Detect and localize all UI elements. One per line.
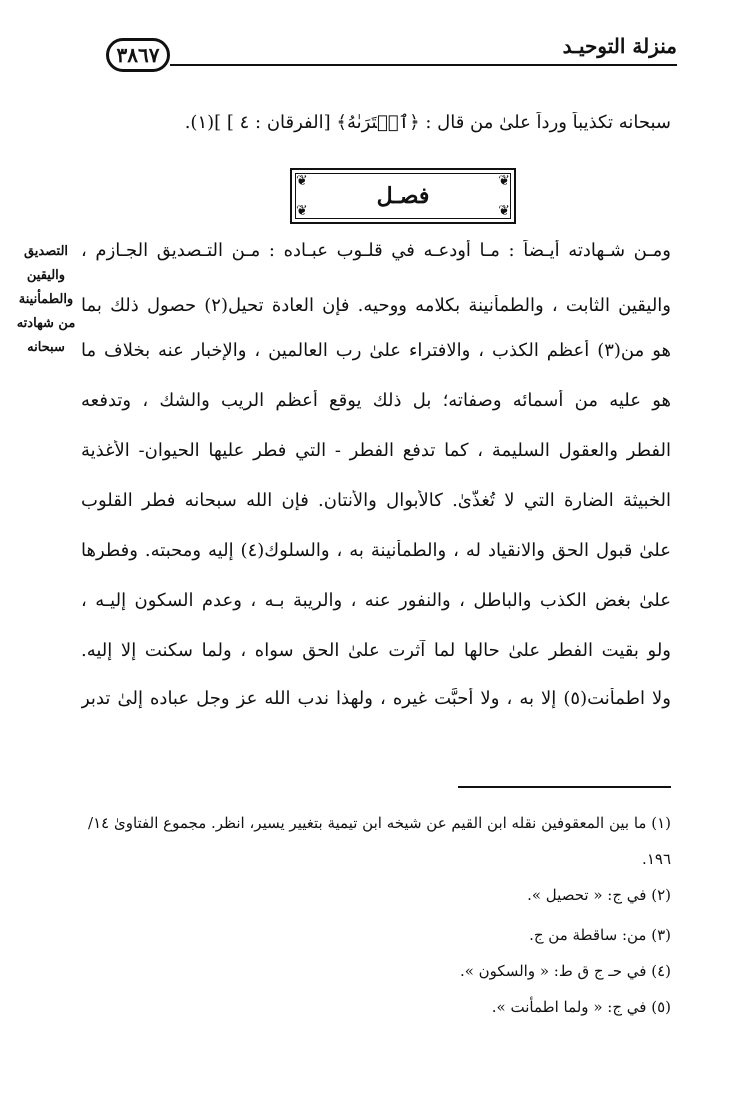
floral-corner-icon: ❦ bbox=[296, 203, 308, 219]
footnote: (٣) من: ساقطة من ج. bbox=[529, 926, 671, 944]
floral-corner-icon: ❦ bbox=[498, 173, 510, 189]
footnote: (٢) في ج: « تحصيل ». bbox=[527, 886, 671, 904]
margin-note-line: التصديق bbox=[23, 244, 69, 259]
footnote-continuation: ١٩٦. bbox=[642, 850, 671, 868]
margin-note-line: من شهادته bbox=[16, 316, 76, 331]
intro-line: سبحانه تكذيباً ورداً علىٰ من قال : ﴿ٱفۡتَرَىٰهُ﴾ [الفرقان : ٤ ] ](١). bbox=[184, 112, 671, 133]
paragraph-line: ولا اطمأنت(٥) إلا به ، ولا أحبَّت غيره ، ولهذا ندب الله عز وجل عباده إلىٰ تدبر bbox=[81, 688, 671, 709]
paragraph-line: هو عليه من أسمائه وصفاته؛ بل ذلك يوقع أعظم الريب والشك ، وتدفعه bbox=[81, 390, 671, 411]
footnote: (١) ما بين المعقوفين نقله ابن القيم عن شيخه ابن تيمية بتغيير يسير، انظر. مجموع الفتاوىٰ ١٤/ bbox=[88, 814, 671, 832]
paragraph-line: علىٰ بغض الكذب والباطل ، والنفور عنه ، والريبة بـه ، وعدم السكون إليـه ، bbox=[81, 590, 671, 611]
section-heading-box bbox=[290, 168, 516, 224]
paragraph-line: علىٰ قبول الحق والانقياد له ، والطمأنينة به ، والسلوك(٤) إليه ومحبته. وفطرها bbox=[81, 540, 671, 561]
footnote-separator bbox=[458, 786, 671, 788]
floral-corner-icon: ❦ bbox=[296, 173, 308, 189]
page-number-badge: ٣٨٦٧ bbox=[106, 38, 170, 72]
paragraph-line: ولو بقيت الفطر علىٰ حالها لما آثرت علىٰ الحق سواه ، ولما سكنت إلا إليه. bbox=[81, 640, 671, 661]
paragraph-line: الفطر والعقول السليمة ، كما تدفع الفطر - التي فطر عليها الحيوان- الأغذية bbox=[81, 440, 671, 461]
margin-note-line: والطمأنينة bbox=[18, 292, 74, 307]
floral-corner-icon: ❦ bbox=[498, 203, 510, 219]
running-header-title: منزلة التوحيـد bbox=[562, 34, 677, 58]
paragraph-line: ومـن شـهادته أيـضاً : مـا أودعـه في قلـوب عبـاده : مـن التـصديق الجـازم ، bbox=[81, 240, 671, 261]
margin-note-line: واليقين bbox=[26, 268, 66, 283]
footnote: (٥) في ج: « ولما اطمأنت ». bbox=[491, 998, 671, 1016]
paragraph-line: واليقين الثابت ، والطمأنينة بكلامه ووحيه. فإن العادة تحيل(٢) حصول ذلك بما bbox=[81, 295, 671, 316]
paragraph-line: الخبيثة الضارة التي لا تُغذّىٰ. كالأبوال والأنتان. فإن الله سبحانه فطر القلوب bbox=[81, 490, 671, 511]
section-title: فصـل bbox=[376, 183, 430, 209]
margin-note-line: سبحانه bbox=[27, 340, 65, 355]
paragraph-line: هو من(٣) أعظم الكذب ، والافتراء علىٰ رب العالمين ، والإخبار عنه بخلاف ما bbox=[81, 340, 671, 361]
header-rule bbox=[170, 64, 677, 66]
margin-note bbox=[10, 240, 82, 360]
footnote: (٤) في حـ ج ق ط: « والسكون ». bbox=[459, 962, 671, 980]
